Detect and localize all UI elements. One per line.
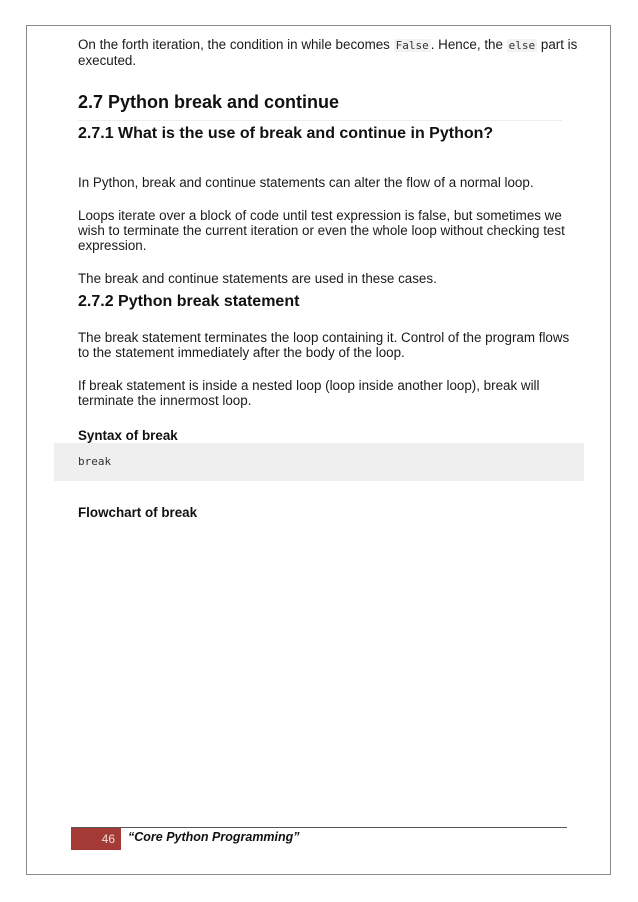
intro-text: part is <box>537 37 578 52</box>
flowchart-heading: Flowchart of break <box>78 505 198 520</box>
subsection-1-para-2-line-2: wish to terminate the current iteration or even the whole loop without checking test <box>78 223 565 238</box>
section-title: 2.7 Python break and continue <box>78 92 340 112</box>
footer-book-title: “Core Python Programming” <box>128 830 300 844</box>
subsection-2-para-1-line-1: The break statement terminates the loop containing it. Control of the program flows <box>78 330 570 345</box>
subsection-1-para-1: In Python, break and continue statements can alter the flow of a normal loop. <box>78 175 534 190</box>
subsection-1-title: 2.7.1 What is the use of break and continue in Python? <box>78 125 494 142</box>
footer-divider <box>71 827 567 828</box>
subsection-2-para-2-line-2: terminate the innermost loop. <box>78 393 252 408</box>
intro-paragraph-line-1 <box>78 37 577 54</box>
subsection-1-para-3: The break and continue statements are used in these cases. <box>78 271 437 286</box>
code-text: break <box>78 455 112 468</box>
page-number: 46 <box>71 828 121 850</box>
section-divider <box>78 120 562 121</box>
intro-text: On the forth iteration, the condition in while becomes <box>78 37 394 52</box>
inline-code-else: else <box>508 39 536 52</box>
syntax-heading: Syntax of break <box>78 428 178 443</box>
subsection-1-para-2-line-3: expression. <box>78 238 147 253</box>
subsection-2-para-2-line-1: If break statement is inside a nested loop (loop inside another loop), break will <box>78 378 540 393</box>
code-block <box>54 443 584 481</box>
subsection-2-title: 2.7.2 Python break statement <box>78 293 300 310</box>
inline-code-false: False <box>395 39 429 52</box>
intro-text: . Hence, the <box>430 37 507 52</box>
subsection-2-para-1-line-2: to the statement immediately after the body of the loop. <box>78 345 405 360</box>
subsection-1-para-2-line-1: Loops iterate over a block of code until test expression is false, but sometimes we <box>78 208 562 223</box>
intro-paragraph-line-2: executed. <box>78 53 137 68</box>
